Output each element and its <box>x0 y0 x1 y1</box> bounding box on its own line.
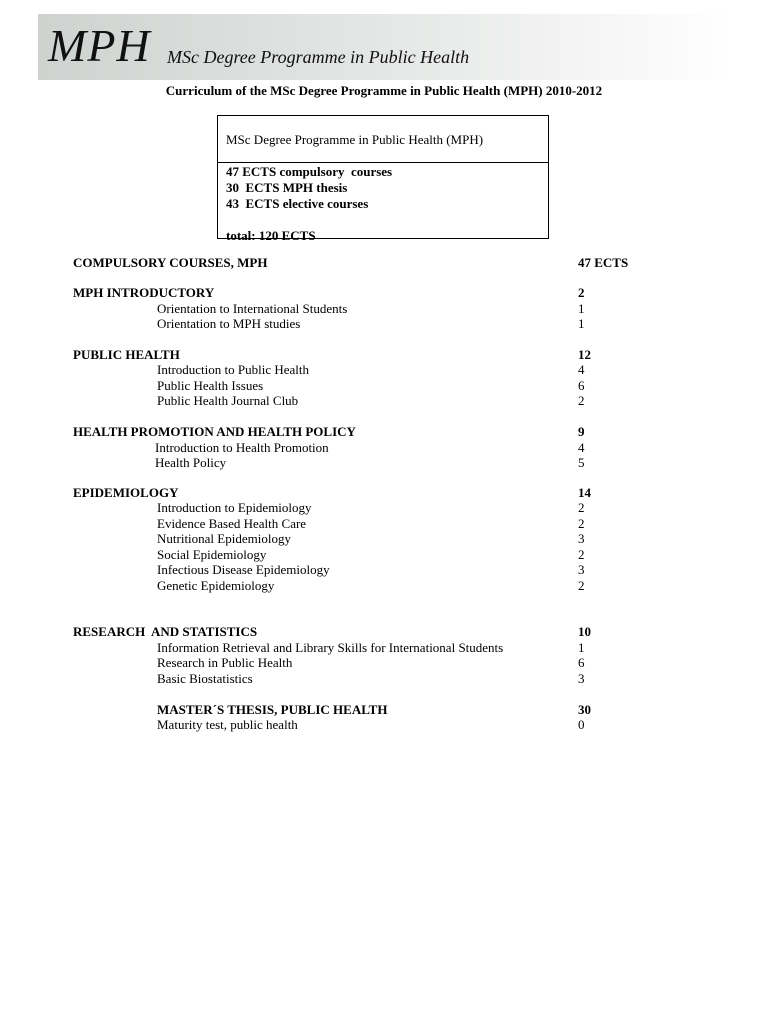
course-ects: 1 <box>578 301 585 316</box>
course-ects: 3 <box>578 562 585 577</box>
course-ects: 6 <box>578 655 585 670</box>
course-ects: 2 <box>578 547 585 562</box>
course-name: Health Policy <box>155 455 227 470</box>
course-name: Orientation to International Students <box>157 301 348 316</box>
course-name: Social Epidemiology <box>157 547 267 562</box>
course-row <box>0 531 768 547</box>
course-ects: 2 <box>578 578 585 593</box>
course-row <box>0 316 768 332</box>
course-row <box>0 640 768 656</box>
course-ects: 0 <box>578 717 585 732</box>
course-ects: 2 <box>578 516 585 531</box>
section-title: HEALTH PROMOTION AND HEALTH POLICY <box>73 424 356 439</box>
course-row <box>0 440 768 456</box>
summary-box-body <box>226 164 392 244</box>
course-row <box>0 717 768 733</box>
course-ects: 4 <box>578 362 585 377</box>
summary-line-blank <box>226 212 392 228</box>
course-row <box>0 516 768 532</box>
course-ects: 3 <box>578 531 585 546</box>
section-title: RESEARCH AND STATISTICS <box>73 624 258 639</box>
course-name: Basic Biostatistics <box>157 671 253 686</box>
course-ects: 5 <box>578 455 585 470</box>
course-row <box>0 393 768 409</box>
course-row <box>0 655 768 671</box>
course-ects: 1 <box>578 640 585 655</box>
course-name: Public Health Issues <box>157 378 264 393</box>
course-name: Evidence Based Health Care <box>157 516 307 531</box>
summary-box-title: MSc Degree Programme in Public Health (MPH) <box>226 132 484 147</box>
banner-subtitle: MSc Degree Programme in Public Health <box>167 47 470 67</box>
header-banner <box>38 14 732 80</box>
course-row <box>0 455 768 471</box>
section-heading-row <box>0 624 768 640</box>
section-ects: 30 <box>578 702 591 717</box>
course-name: Public Health Journal Club <box>157 393 299 408</box>
course-row <box>0 671 768 687</box>
section-heading-row <box>0 285 768 301</box>
section-title: MPH INTRODUCTORY <box>73 285 215 300</box>
section-ects: 12 <box>578 347 591 362</box>
section-heading-row <box>0 424 768 440</box>
summary-box <box>217 115 549 243</box>
course-row <box>0 547 768 563</box>
course-row <box>0 362 768 378</box>
course-name: Introduction to Epidemiology <box>157 500 312 515</box>
course-ects: 6 <box>578 378 585 393</box>
compulsory-ects: 47 ECTS <box>578 255 629 270</box>
course-name: Nutritional Epidemiology <box>157 531 291 546</box>
course-ects: 3 <box>578 671 585 686</box>
summary-line-elective: 43 ECTS elective courses <box>226 196 369 211</box>
section-heading-row <box>0 347 768 363</box>
course-name: Genetic Epidemiology <box>157 578 275 593</box>
course-row <box>0 301 768 317</box>
course-row <box>0 500 768 516</box>
course-name: Maturity test, public health <box>157 717 298 732</box>
course-name: Information Retrieval and Library Skills for International Students <box>157 640 504 655</box>
section-heading-row <box>0 702 768 718</box>
compulsory-heading-row <box>0 255 768 271</box>
course-ects: 1 <box>578 316 585 331</box>
course-row <box>0 578 768 594</box>
course-name: Research in Public Health <box>157 655 293 670</box>
section-ects: 10 <box>578 624 591 639</box>
course-row <box>0 378 768 394</box>
course-row <box>0 562 768 578</box>
section-title: MASTER´S THESIS, PUBLIC HEALTH <box>157 702 388 717</box>
section-ects: 2 <box>578 285 585 300</box>
course-ects: 4 <box>578 440 585 455</box>
section-ects: 9 <box>578 424 585 439</box>
course-name: Orientation to MPH studies <box>157 316 301 331</box>
summary-box-header <box>218 116 548 163</box>
summary-line-thesis: 30 ECTS MPH thesis <box>226 180 348 195</box>
course-ects: 2 <box>578 500 585 515</box>
compulsory-heading: COMPULSORY COURSES, MPH <box>73 255 268 270</box>
section-title: PUBLIC HEALTH <box>73 347 180 362</box>
section-heading-row <box>0 485 768 501</box>
course-name: Introduction to Health Promotion <box>155 440 329 455</box>
summary-line-compulsory: 47 ECTS compulsory courses <box>226 164 393 179</box>
section-ects: 14 <box>578 485 591 500</box>
course-name: Infectious Disease Epidemiology <box>157 562 330 577</box>
summary-line-total: total: 120 ECTS <box>226 228 316 243</box>
course-ects: 2 <box>578 393 585 408</box>
curriculum-title: Curriculum of the MSc Degree Programme in Public Health (MPH) 2010-2012 <box>165 83 603 98</box>
banner-logo-text: MPH <box>48 20 151 71</box>
course-name: Introduction to Public Health <box>157 362 310 377</box>
section-title: EPIDEMIOLOGY <box>73 485 179 500</box>
